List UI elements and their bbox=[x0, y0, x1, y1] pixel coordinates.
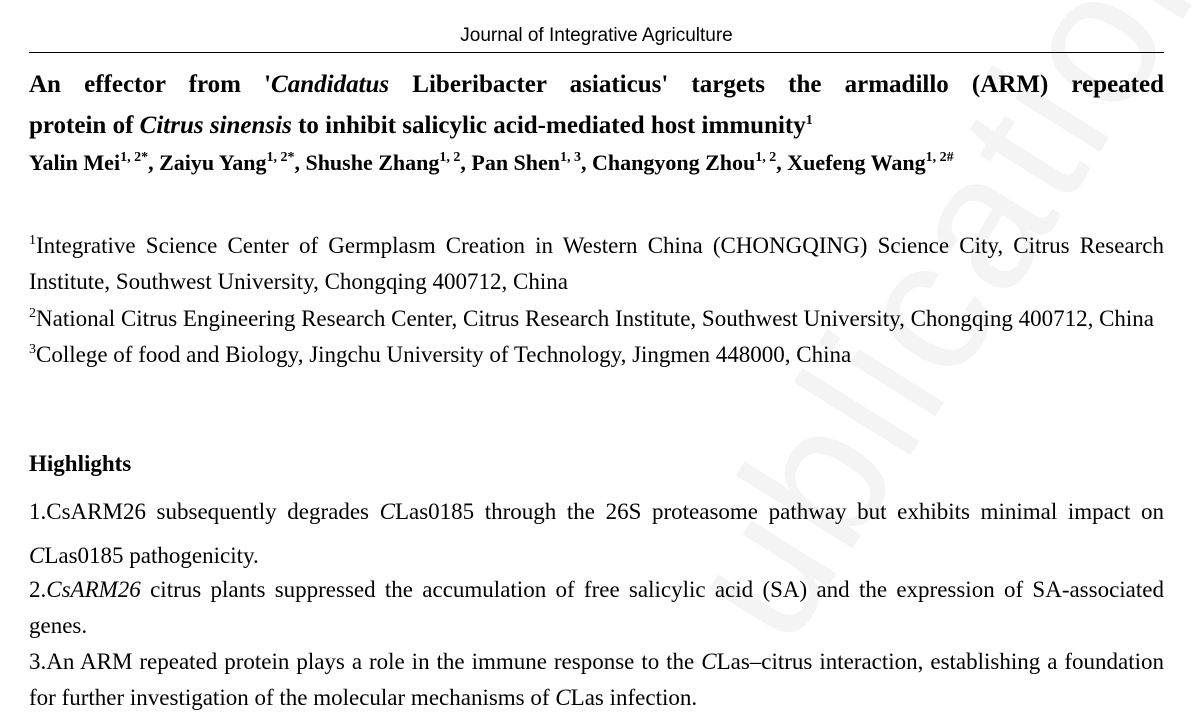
affiliation-2 bbox=[29, 301, 1164, 337]
highlight-italic: C bbox=[555, 685, 571, 710]
highlights-heading: Highlights bbox=[29, 451, 132, 476]
author-affiliation-mark: 1, 2 bbox=[439, 150, 461, 165]
author-affiliation-mark: 1, 2* bbox=[120, 150, 149, 165]
highlight-italic: C bbox=[379, 499, 395, 524]
author bbox=[29, 150, 159, 175]
affiliation-text: National Citrus Engineering Research Center, Citrus Research Institute, Southwest University, Chongqing 400712, China bbox=[36, 305, 1155, 331]
author bbox=[592, 150, 787, 175]
author-affiliation-mark: 1, 2 bbox=[755, 150, 777, 165]
highlight-text: Las–citrus interaction, establishing a foundation for further investigation of the molecular mechanisms of bbox=[29, 649, 1164, 710]
highlight-text: 1.CsARM26 subsequently degrades bbox=[29, 499, 380, 524]
author bbox=[305, 150, 471, 175]
author bbox=[471, 150, 592, 175]
highlight-item-1 bbox=[29, 490, 1164, 578]
affiliation-text: Integrative Science Center of Germplasm Creation in Western China (CHONGQING) Science City, Citrus Research Institute, Southwest University, Chongqing 400712, China bbox=[29, 233, 1164, 295]
author-affiliation-mark: 1, 3 bbox=[560, 150, 582, 165]
running-header: Journal of Integrative Agriculture bbox=[460, 25, 733, 46]
author-name: Xuefeng Wang bbox=[787, 150, 926, 175]
author bbox=[787, 150, 953, 175]
highlight-text: citrus plants suppressed the accumulation of free salicylic acid (SA) and the expression of SA-associated genes. bbox=[29, 577, 1164, 638]
highlight-item-2 bbox=[29, 572, 1164, 644]
title-footnote-mark: 1 bbox=[805, 113, 813, 128]
author-separator: , bbox=[460, 150, 472, 175]
author-affiliation-mark: 1, 2* bbox=[266, 150, 295, 165]
highlight-italic: CsARM26 bbox=[46, 577, 141, 602]
author-name: Pan Shen bbox=[471, 150, 561, 175]
highlights-list bbox=[29, 490, 1164, 716]
author-separator: , bbox=[148, 150, 160, 175]
affiliation-number: 2 bbox=[29, 305, 36, 321]
affiliation-number: 3 bbox=[29, 341, 36, 357]
author-separator: , bbox=[294, 150, 306, 175]
title-italic-species: Citrus sinensis bbox=[139, 112, 292, 139]
author bbox=[159, 150, 305, 175]
affiliation-3 bbox=[29, 337, 1164, 373]
paper-page bbox=[29, 0, 1164, 717]
title-text: to inhibit salicylic acid-mediated host immunity bbox=[291, 112, 806, 139]
author-separator: , bbox=[776, 150, 788, 175]
affiliation-text: College of food and Biology, Jingchu University of Technology, Jingmen 448000, China bbox=[36, 341, 852, 367]
highlight-italic: C bbox=[701, 649, 717, 674]
title-text: An effector from ' bbox=[29, 71, 272, 98]
author-separator: , bbox=[581, 150, 593, 175]
author-name: Changyong Zhou bbox=[592, 150, 756, 175]
author-name: Yalin Mei bbox=[29, 150, 121, 175]
title-text: protein of bbox=[29, 112, 140, 139]
highlight-text: 3.An ARM repeated protein plays a role in the immune response to the bbox=[29, 649, 702, 674]
paper-title bbox=[29, 64, 1164, 146]
title-text: Liberibacter asiaticus' targets the armadillo (ARM) repeated bbox=[389, 71, 1164, 98]
affiliation-number: 1 bbox=[29, 233, 36, 248]
author-list bbox=[29, 145, 1164, 181]
author-affiliation-mark: 1, 2# bbox=[925, 150, 954, 165]
title-line-1 bbox=[29, 64, 1164, 105]
highlight-text: Las infection. bbox=[570, 685, 698, 710]
highlight-text: 2. bbox=[29, 577, 47, 602]
author-name: Shushe Zhang bbox=[305, 150, 440, 175]
title-italic-genus: Candidatus bbox=[271, 71, 390, 98]
highlight-text: Las0185 through the 26S proteasome pathway but exhibits minimal impact on bbox=[394, 499, 1165, 524]
highlight-text: Las0185 pathogenicity. bbox=[44, 543, 259, 568]
header-rule bbox=[29, 52, 1164, 53]
affiliation-list bbox=[29, 228, 1164, 373]
highlight-item-3 bbox=[29, 644, 1164, 716]
affiliation-1 bbox=[29, 228, 1164, 301]
highlight-italic: C bbox=[29, 543, 45, 568]
author-name: Zaiyu Yang bbox=[159, 150, 267, 175]
